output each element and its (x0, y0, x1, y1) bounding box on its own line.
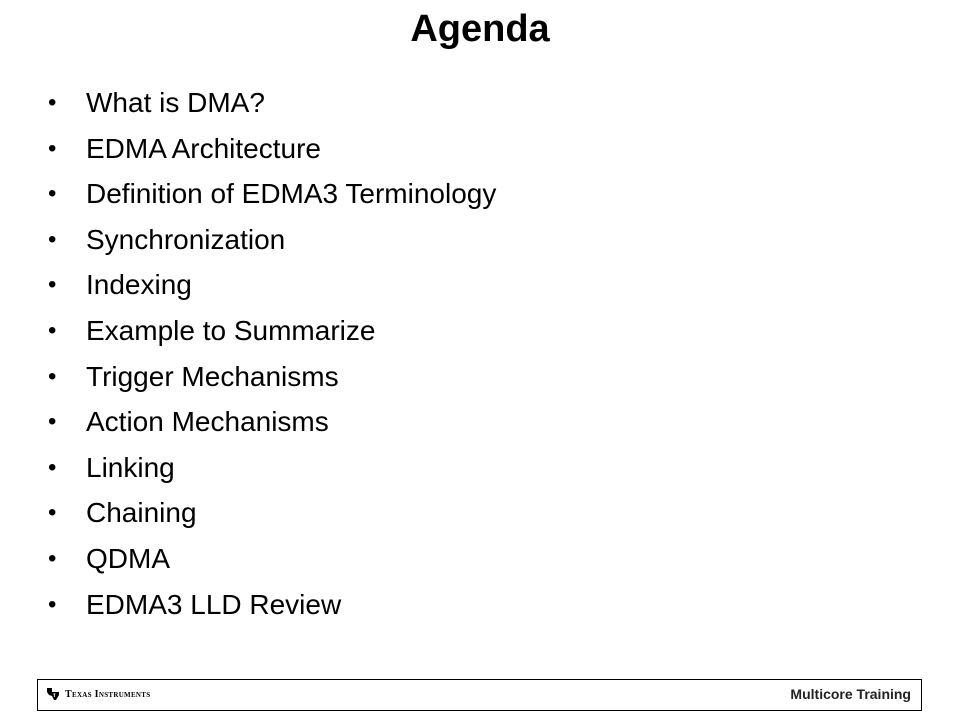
bullet-icon: • (48, 316, 57, 344)
texas-state-icon (46, 687, 60, 701)
agenda-item (48, 262, 496, 308)
agenda-item (48, 308, 496, 354)
agenda-item-label: Trigger Mechanisms (86, 360, 339, 392)
agenda-item (48, 490, 496, 536)
bullet-icon: • (48, 271, 57, 299)
agenda-item-label: EDMA3 LLD Review (86, 588, 342, 620)
agenda-item-label: EDMA Architecture (86, 132, 321, 164)
agenda-item-label: Definition of EDMA3 Terminology (86, 178, 497, 210)
footer-bar (37, 679, 922, 711)
agenda-list (48, 80, 496, 627)
agenda-item (48, 536, 496, 582)
bullet-icon: • (48, 408, 57, 436)
ti-logo (46, 687, 150, 701)
bullet-icon: • (48, 89, 57, 116)
bullet-icon: • (48, 180, 57, 208)
agenda-item-label: What is DMA? (86, 87, 265, 118)
agenda-item-label: Linking (86, 451, 175, 483)
agenda-item (48, 399, 496, 445)
agenda-item-label: Indexing (86, 269, 192, 301)
bullet-icon: • (48, 362, 57, 390)
agenda-item (48, 445, 496, 491)
agenda-item-label: QDMA (86, 542, 170, 574)
footer-course-label: Multicore Training (790, 686, 911, 702)
bullet-icon: • (48, 499, 57, 527)
bullet-icon: • (48, 134, 57, 162)
slide-title: Agenda (410, 8, 550, 50)
agenda-item-label: Synchronization (86, 223, 286, 255)
agenda-item (48, 217, 496, 263)
agenda-item (48, 126, 496, 172)
agenda-item (48, 354, 496, 400)
ti-logo-text: Texas Instruments (65, 688, 151, 700)
agenda-item (48, 80, 496, 126)
agenda-item-label: Action Mechanisms (86, 406, 329, 438)
bullet-icon: • (48, 544, 57, 572)
bullet-icon: • (48, 590, 57, 618)
agenda-item (48, 171, 496, 217)
agenda-item-label: Example to Summarize (86, 314, 376, 346)
agenda-item-label: Chaining (86, 497, 197, 529)
bullet-icon: • (48, 225, 57, 253)
agenda-item (48, 582, 496, 628)
bullet-icon: • (48, 453, 57, 481)
